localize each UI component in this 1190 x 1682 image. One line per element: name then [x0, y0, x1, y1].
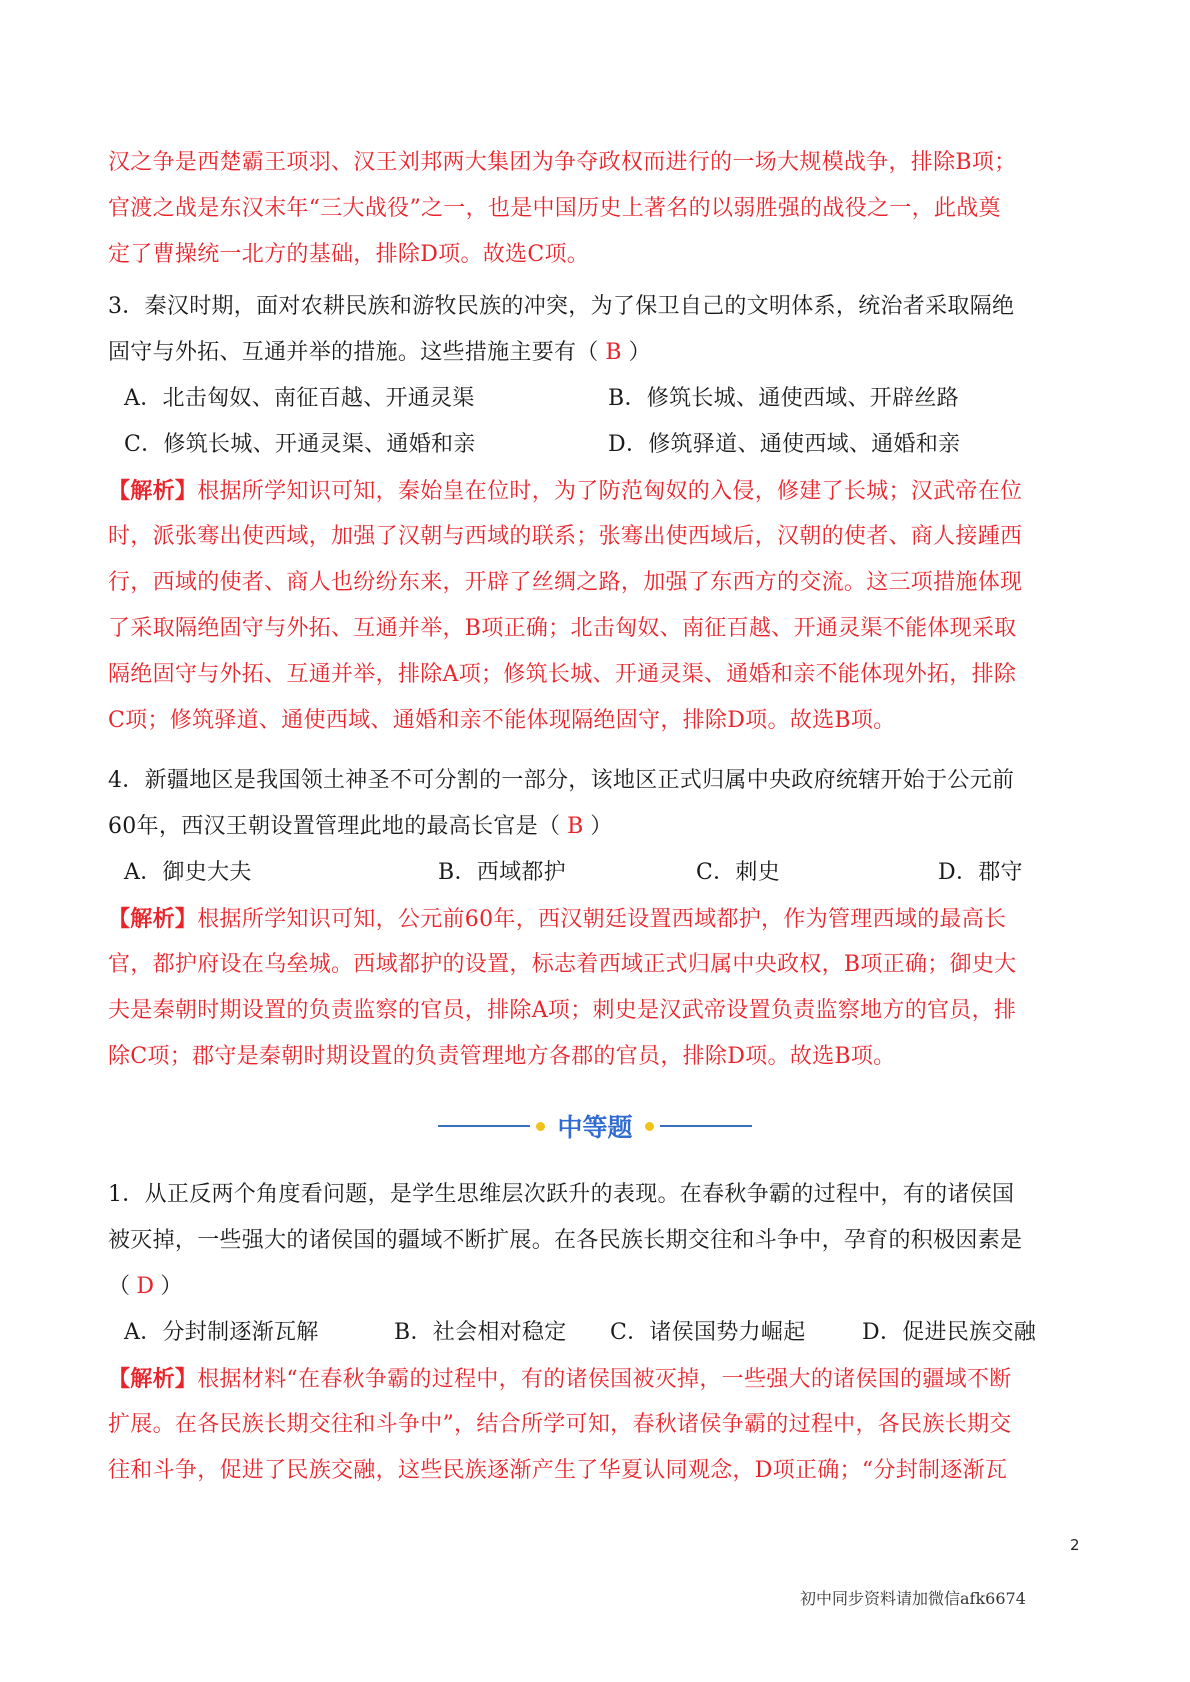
options-row [108, 376, 1084, 422]
divider-line [438, 1125, 530, 1127]
answer-mark: B [605, 340, 622, 365]
option-b: B．西域都护 [438, 860, 566, 885]
question-stem-line [108, 330, 1084, 376]
footer-note: 初中同步资料请加微信afk6674 [800, 1589, 1026, 1608]
options-row [108, 1310, 1084, 1356]
option-d: D．促进民族交融 [862, 1320, 1037, 1345]
explanation-tag: 【解析】 [108, 1366, 198, 1392]
question-stem-line [108, 1264, 1084, 1310]
section-title: 中等题 [557, 1113, 633, 1142]
option-c: C．修筑长城、开通灵渠、通婚和亲 [124, 432, 476, 457]
stem-close: ） [160, 1274, 183, 1299]
explanation-line [108, 896, 1084, 942]
explanation-line: C项；修筑驿道、通使西域、通婚和亲不能体现隔绝固守，排除D项。故选B项。 [108, 708, 896, 733]
divider-line [660, 1125, 752, 1127]
explanation-line: 往和斗争，促进了民族交融，这些民族逐渐产生了华夏认同观念，D项正确；“分封制逐渐瓦 [108, 1458, 1008, 1483]
stem-close: ） [628, 340, 651, 365]
answer-mark: B [567, 814, 584, 839]
explanation-tag: 【解析】 [108, 906, 198, 932]
question-stem-line [108, 804, 1084, 850]
medium-question-1 [108, 1172, 1084, 1494]
section-divider [0, 1106, 1190, 1146]
explanation-line: 汉之争是西楚霸王项羽、汉王刘邦两大集团为争夺政权而进行的一场大规模战争，排除B项； [108, 150, 1017, 175]
options-row [108, 850, 1084, 896]
explanation-line: 行，西域的使者、商人也纷纷东来，开辟了丝绸之路，加强了东西方的交流。这三项措施体现 [108, 570, 1023, 595]
option-b: B．社会相对稳定 [394, 1320, 567, 1345]
option-a: A．御史大夫 [124, 860, 252, 885]
option-a: A．分封制逐渐瓦解 [124, 1320, 319, 1345]
option-c: C．刺史 [696, 860, 781, 885]
question-stem-line: 1．从正反两个角度看问题，是学生思维层次跃升的表现。在春秋争霸的过程中，有的诸侯国 [108, 1182, 1015, 1207]
divider-dot-icon [536, 1122, 545, 1131]
explanation [108, 468, 1084, 744]
explanation-line: 隔绝固守与外拓、互通并举，排除A项；修筑长城、开通灵渠、通婚和亲不能体现外拓，排除 [108, 662, 1017, 687]
option-d: D．修筑驿道、通使西域、通婚和亲 [608, 432, 961, 457]
question-stem-line: 被灭掉，一些强大的诸侯国的疆域不断扩展。在各民族长期交往和斗争中，孕育的积极因素是 [108, 1228, 1023, 1253]
option-d: D．郡守 [938, 860, 1023, 885]
explanation-line: 除C项；郡守是秦朝时期设置的负责管理地方各郡的官员，排除D项。故选B项。 [108, 1044, 896, 1069]
explanation-text: 根据材料“在春秋争霸的过程中，有的诸侯国被灭掉，一些强大的诸侯国的疆域不断 [197, 1367, 1012, 1392]
option-a: A．北击匈奴、南征百越、开通灵渠 [124, 386, 475, 411]
explanation-line: 了采取隔绝固守与外拓、互通并举，B项正确；北击匈奴、南征百越、开通灵渠不能体现采取 [108, 616, 1017, 641]
question-stem-text: 固守与外拓、互通并举的措施。这些措施主要有（ [108, 340, 599, 365]
options-row [108, 422, 1084, 468]
explanation-line: 时，派张骞出使西域，加强了汉朝与西域的联系；张骞出使西域后，汉朝的使者、商人接踵西 [108, 524, 1023, 549]
explanation-line [108, 1356, 1084, 1402]
question-3 [108, 284, 1084, 744]
page-number: 2 [1070, 1536, 1080, 1554]
explanation-line: 官，都护府设在乌垒城。西域都护的设置，标志着西域正式归属中央政权，B项正确；御史大 [108, 952, 1017, 977]
explanation-line: 扩展。在各民族长期交往和斗争中”，结合所学可知，春秋诸侯争霸的过程中，各民族长期交 [108, 1412, 1012, 1437]
question-4 [108, 758, 1084, 1080]
intro-explanation [108, 140, 1084, 278]
question-stem-line: 3．秦汉时期，面对农耕民族和游牧民族的冲突，为了保卫自己的文明体系，统治者采取隔绝 [108, 294, 1015, 319]
divider-dot-icon [645, 1122, 654, 1131]
explanation-text: 根据所学知识可知，秦始皇在位时，为了防范匈奴的入侵，修建了长城；汉武帝在位 [197, 479, 1023, 504]
explanation-line: 官渡之战是东汉末年“三大战役”之一，也是中国历史上著名的以弱胜强的战役之一，此战奠 [108, 196, 1001, 221]
answer-mark: D [136, 1274, 155, 1299]
question-stem-text: 60年，西汉王朝设置管理此地的最高长官是（ [108, 814, 561, 839]
explanation-line: 定了曹操统一北方的基础，排除D项。故选C项。 [108, 242, 590, 267]
explanation-tag: 【解析】 [108, 478, 198, 504]
explanation-text: 根据所学知识可知，公元前60年，西汉朝廷设置西域都护，作为管理西域的最高长 [197, 907, 1007, 932]
paren-open: （ [108, 1274, 131, 1299]
explanation-line: 夫是秦朝时期设置的负责监察的官员，排除A项；刺史是汉武帝设置负责监察地方的官员，排 [108, 998, 1017, 1023]
stem-close: ） [590, 814, 613, 839]
explanation [108, 1356, 1084, 1494]
option-b: B．修筑长城、通使西域、开辟丝路 [608, 386, 959, 411]
question-stem-line: 4．新疆地区是我国领土神圣不可分割的一部分，该地区正式归属中央政府统辖开始于公元前 [108, 768, 1015, 793]
explanation-line [108, 468, 1084, 514]
explanation [108, 896, 1084, 1080]
option-c: C．诸侯国势力崛起 [610, 1320, 806, 1345]
